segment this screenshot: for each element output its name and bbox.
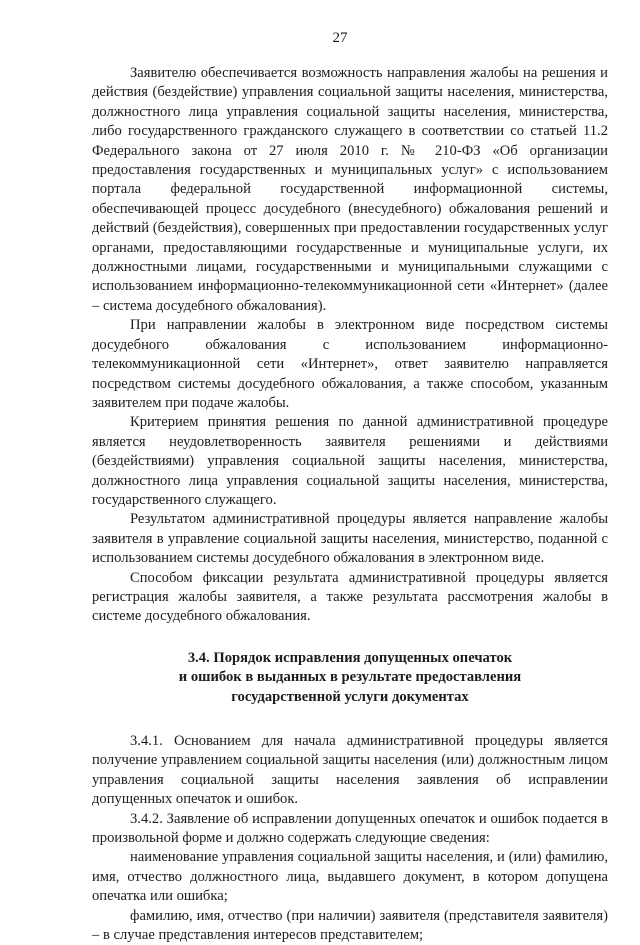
paragraph-3-4-1: 3.4.1. Основанием для начала административной процедуры является получение управлением социальной защиты населения (или) должностным лицом управления социальной защиты населения заявления об исправлении допущенных опечаток и ошибок. (92, 733, 608, 808)
section-heading-line: государственной услуги документах (231, 688, 469, 705)
section-heading-line: 3.4. Порядок исправления допущенных опечаток (187, 649, 513, 666)
section-heading-line: и ошибок в выданных в результате предоставления (178, 669, 522, 686)
list-item-authority-name: наименование управления социальной защиты населения, и (или) фамилию, имя, отчество должностного лица, выдавшего документ, в котором допущена опечатка или ошибка; (92, 849, 608, 905)
body-text-before (92, 64, 608, 627)
paragraph-electronic-complaint: При направлении жалобы в электронном виде посредством системы досудебного обжалования с использованием информационно-телекоммуникационной сети «Интернет», ответ заявителю направляется посредством системы досудебного обжалования, а также способом, указанным заявителем при подаче жалобы. (92, 317, 608, 411)
section-heading (92, 649, 608, 707)
paragraph-procedure-result: Результатом административной процедуры является направление жалобы заявителя в управление социальной защиты населения, министерство, поданной с использованием системы досудебного обжалования в электронном виде. (92, 511, 608, 567)
paragraph-3-4-2: 3.4.2. Заявление об исправлении допущенных опечаток и ошибок подается в произвольной форме и должно содержать следующие сведения: (92, 810, 608, 847)
paragraph-decision-criterion: Критерием принятия решения по данной административной процедуре является неудовлетворенность заявителя решениями и действиями (бездействиями) управления социальной защиты населения, министерства, должностного лица управления социальной защиты населения, министерства, государственного служащего. (92, 414, 608, 508)
page-number: 27 (332, 30, 348, 46)
list-item-applicant-name: фамилию, имя, отчество (при наличии) заявителя (представителя заявителя) – в случае представления интересов представителем; (92, 907, 608, 944)
body-text-after (92, 732, 608, 945)
paragraph-complaint-possibility: Заявителю обеспечивается возможность направления жалобы на решения и действия (бездействие) управления социальной защиты населения, министерства, должностного лица управления социальной защиты населения, министерства, либо государственного гражданского служащего в соответствии со статьей 11.2 Федерального закона от 27 июля 2010 г. № 210-ФЗ «Об организации предоставления государственных и муниципальных услуг» с использованием портала федеральной государственной информационной системы, обеспечивающей процесс досудебного (внесудебного) обжалования решений и действий (бездействия), совершенных при предоставлении государственных услуг органами, предоставляющими государственные и муниципальные услуги, их должностными лицами, государственными и муниципальными служащими с использованием информационно-телекоммуникационной сети «Интернет» (далее – система досудебного обжалования). (92, 65, 608, 314)
paragraph-result-fixation: Способом фиксации результата административной процедуры является регистрация жалобы заявителя, а также результата рассмотрения жалобы в системе досудебного обжалования. (92, 569, 608, 625)
